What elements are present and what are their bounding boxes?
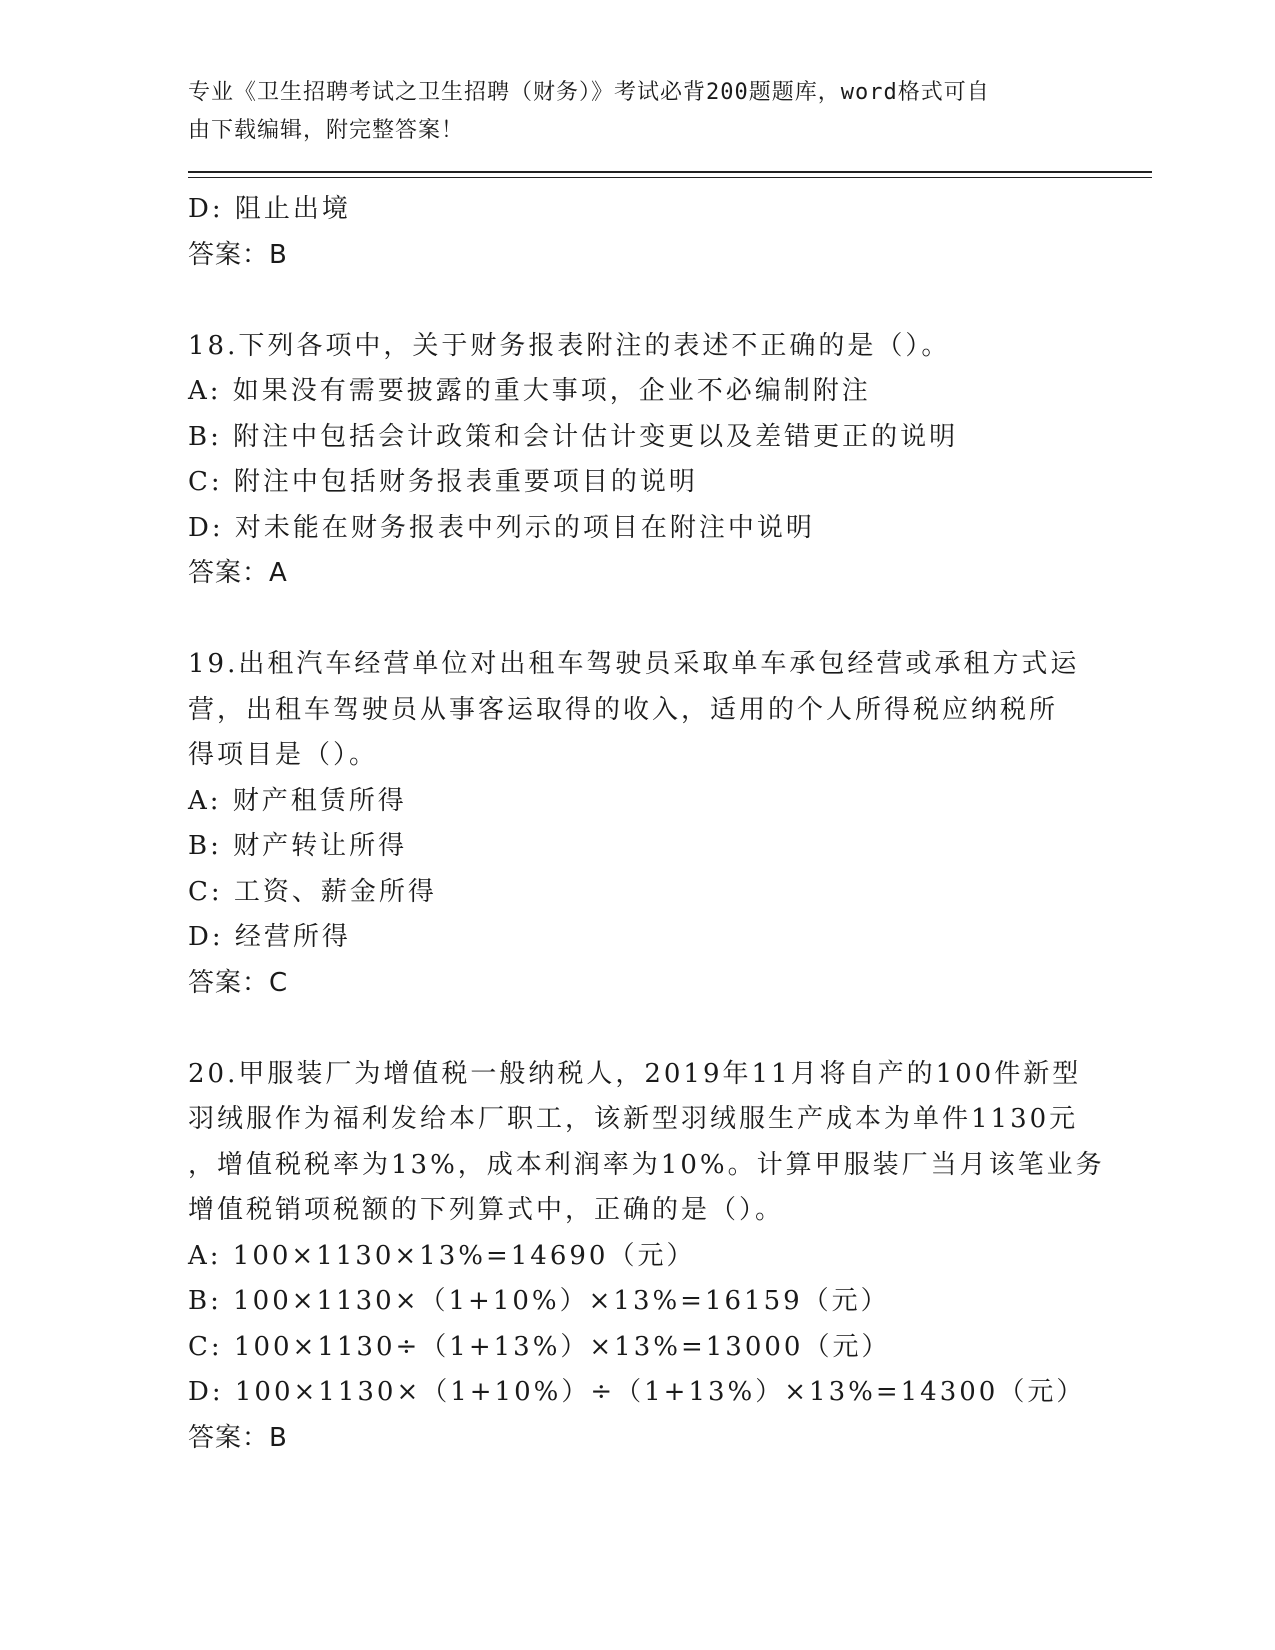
q20-stem-line-3: ，增值税税率为13%，成本利润率为10%。计算甲服装厂当月该笔业务 [188, 1149, 1105, 1180]
prev-answer: 答案：B [188, 239, 288, 270]
prev-option-d: D: 阻止出境 [188, 194, 351, 224]
header-line-2: 由下载编辑，附完整答案！ [188, 118, 465, 143]
q19-answer: 答案：C [188, 967, 289, 998]
q19-stem-line-2: 营，出租车驾驶员从事客运取得的收入，适用的个人所得税应纳税所 [188, 694, 1059, 725]
q18-option-b: B: 附注中包括会计政策和会计估计变更以及差错更正的说明 [188, 421, 959, 452]
header-line-1: 专业《卫生招聘考试之卫生招聘（财务）》考试必背200题题库，word格式可自 [188, 80, 990, 105]
q18-option-c: C: 附注中包括财务报表重要项目的说明 [188, 467, 698, 497]
q20-option-d: D: 100×1130×（1+10%）÷（1+13%）×13%=14300（元） [188, 1377, 1086, 1407]
q20-stem-line-2: 羽绒服作为福利发给本厂职工，该新型羽绒服生产成本为单件1130元 [188, 1104, 1079, 1134]
header-rule-thick [188, 171, 1152, 173]
q20-option-b: B: 100×1130×（1+10%）×13%=16159（元） [188, 1286, 890, 1316]
q20-option-c: C: 100×1130÷（1+13%）×13%=13000（元） [188, 1331, 891, 1362]
q20-stem-line-1: 20.甲服装厂为增值税一般纳税人，2019年11月将自产的100件新型 [188, 1058, 1082, 1089]
q20-option-a: A: 100×1130×13%=14690（元） [188, 1240, 696, 1271]
question-content [188, 187, 1105, 1461]
q19-option-b: B: 财产转让所得 [188, 831, 408, 861]
q18-stem: 18.下列各项中，关于财务报表附注的表述不正确的是（）。 [188, 330, 951, 361]
q19-option-d: D: 经营所得 [188, 922, 351, 952]
q19-stem-line-3: 得项目是（）。 [188, 740, 379, 770]
q18-option-a: A: 如果没有需要披露的重大事项，企业不必编制附注 [188, 376, 871, 406]
q19-option-a: A: 财产租赁所得 [188, 785, 407, 816]
header-rule-thin [188, 177, 1152, 178]
q18-answer: 答案：A [188, 558, 288, 588]
q19-stem-line-1: 19.出租汽车经营单位对出租车驾驶员采取单车承包经营或承租方式运 [188, 649, 1080, 679]
q20-stem-line-4: 增值税销项税额的下列算式中，正确的是（）。 [188, 1195, 785, 1225]
q20-answer: 答案：B [188, 1422, 288, 1453]
q19-option-c: C: 工资、薪金所得 [188, 876, 437, 907]
q18-option-d: D: 对未能在财务报表中列示的项目在附注中说明 [188, 512, 815, 543]
document-header [188, 74, 1068, 150]
